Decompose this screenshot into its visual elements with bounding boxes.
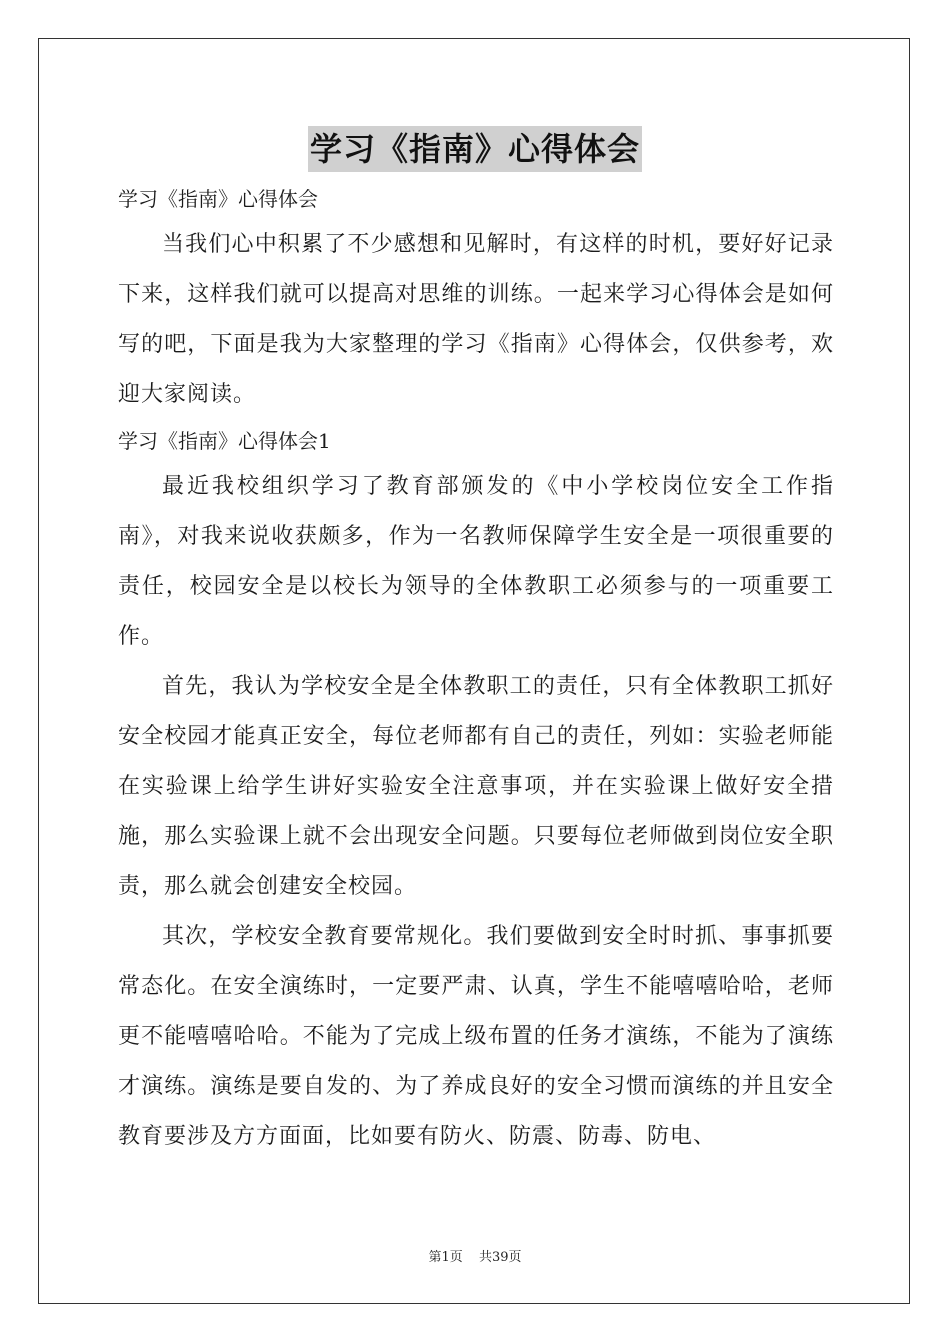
page-number: 第1页 — [428, 1250, 463, 1265]
intro-paragraph: 当我们心中积累了不少感想和见解时，有这样的时机，要好好记录下来，这样我们就可以提高对思维的训练。一起来学习心得体会是如何写的吧，下面是我为大家整理的学习《指南》心得体会，仅供参考，欢迎大家阅读。 — [118, 232, 834, 407]
total-pages: 共39页 — [478, 1250, 522, 1265]
section-heading: 学习《指南》心得体会1 — [118, 429, 331, 453]
title-wrap — [0, 126, 950, 172]
body-paragraph-1: 最近我校组织学习了教育部颁发的《中小学校岗位安全工作指南》，对我来说收获颇多，作为一名教师保障学生安全是一项很重要的责任，校园安全是以校长为领导的全体教职工必须参与的一项重要工作。 — [118, 474, 834, 649]
body-paragraph-2: 首先，我认为学校安全是全体教职工的责任，只有全体教职工抓好安全校园才能真正安全，每位老师都有自己的责任，列如：实验老师能在实验课上给学生讲好实验安全注意事项，并在实验课上做好安全措施，那么实验课上就不会出现安全问题。只要每位老师做到岗位安全职责，那么就会创建安全校园。 — [118, 674, 834, 899]
document-subtitle: 学习《指南》心得体会 — [118, 187, 318, 211]
body-paragraph-3: 其次，学校安全教育要常规化。我们要做到安全时时抓、事事抓要常态化。在安全演练时，一定要严肃、认真，学生不能嘻嘻哈哈，老师更不能嘻嘻哈哈。不能为了完成上级布置的任务才演练，不能为了演练才演练。演练是要自发的、为了养成良好的安全习惯而演练的并且安全教育要涉及方方面面，比如要有防火、防震、防毒、防电、 — [118, 924, 834, 1149]
document-body — [118, 178, 834, 1162]
page-footer — [0, 1246, 950, 1265]
document-title: 学习《指南》心得体会 — [308, 126, 642, 172]
